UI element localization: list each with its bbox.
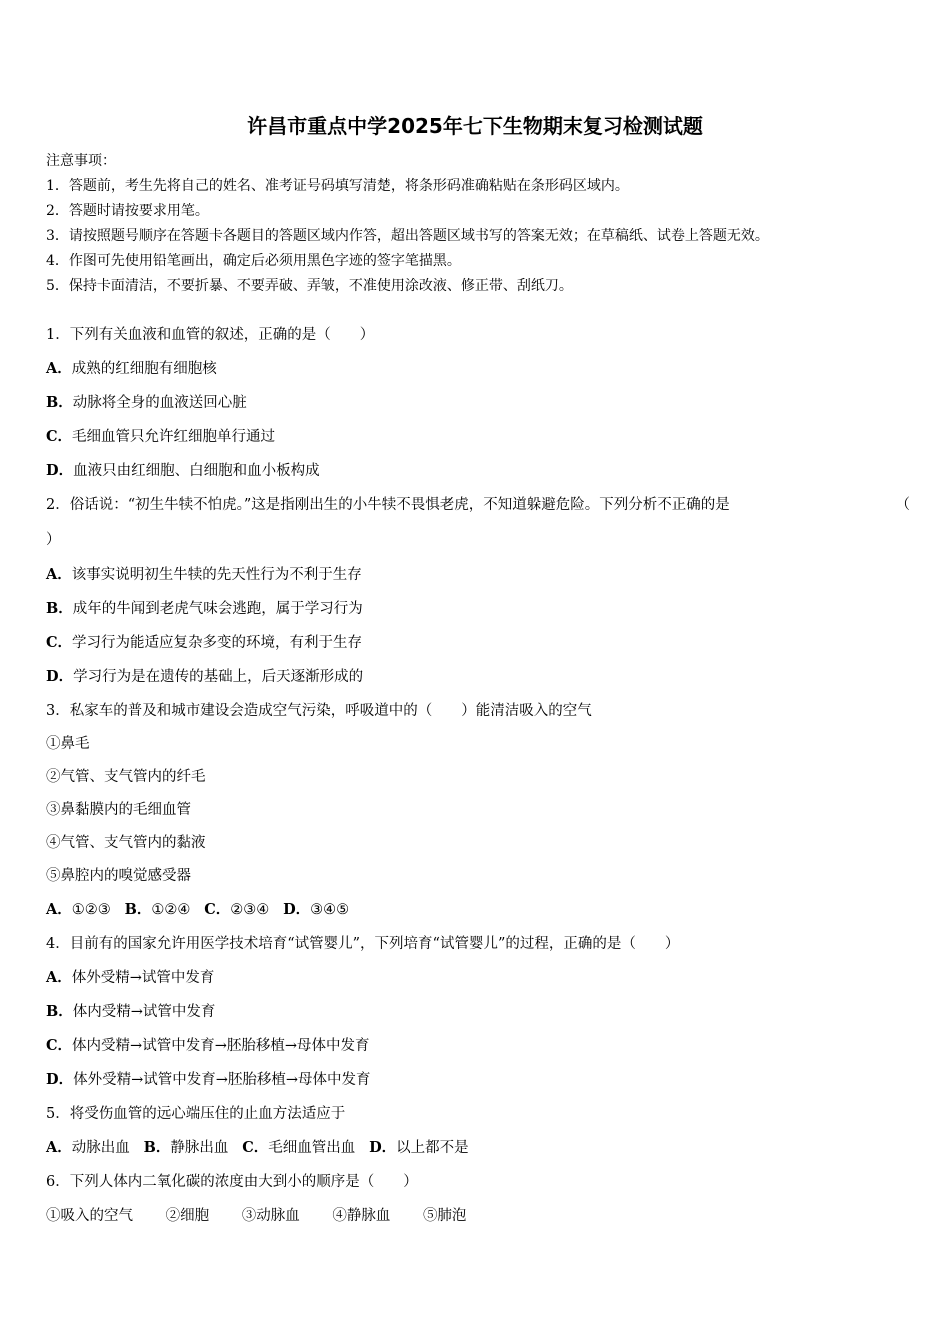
question-2-option-b (46, 592, 910, 626)
note-item: 2．答题时请按要求用笔。 (46, 203, 209, 219)
option-letter: A． (46, 1139, 72, 1156)
option-letter: A． (46, 360, 72, 377)
option-text: 成熟的红细胞有细胞核 (71, 361, 217, 377)
question-3-item: ②气管、支气管内的纤毛 (46, 769, 206, 785)
option-letter: D． (283, 901, 311, 918)
option-letter: D． (46, 668, 74, 685)
option-text: 毛细血管出血 (268, 1140, 356, 1156)
notes-heading: 注意事项： (46, 153, 116, 169)
question-6-items (46, 1199, 910, 1233)
question-1-option-c (46, 420, 910, 454)
option-letter: B． (143, 1139, 171, 1156)
question-3-stem: 3．私家车的普及和城市建设会造成空气污染，呼吸道中的（ ）能清洁吸入的空气 (46, 703, 592, 719)
option-text: 学习行为能适应复杂多变的环境，有利于生存 (72, 635, 363, 651)
question-2-option-a (46, 558, 910, 592)
questions-section (46, 318, 910, 1233)
option-letter: C． (46, 428, 73, 445)
option-text: 静脉出血 (170, 1140, 229, 1156)
option-letter: D． (46, 462, 74, 479)
option-text: 该事实说明初生牛犊的先天性行为不利于生存 (71, 567, 362, 583)
option-text: 体外受精→试管中发育 (71, 970, 215, 986)
option-text: 体外受精→试管中发育→胚胎移植→母体中发育 (73, 1072, 371, 1088)
question-4-option-b (46, 995, 910, 1029)
option-text: ③④⑤ (310, 902, 350, 918)
question-3-item: ③鼻黏膜内的毛细血管 (46, 802, 191, 818)
question-1-option-a (46, 352, 910, 386)
question-6-item: ①吸入的空气 (46, 1208, 133, 1224)
option-letter: B． (46, 600, 73, 617)
question-6-item: ②细胞 (165, 1208, 210, 1224)
note-item: 4．作图可先使用铅笔画出，确定后必须用黑色字迹的签字笔描黑。 (46, 253, 461, 269)
option-text: ①②③ (71, 902, 111, 918)
option-text: 体内受精→试管中发育 (72, 1004, 216, 1020)
question-6-item: ④静脉血 (332, 1208, 391, 1224)
question-4-option-d (46, 1063, 910, 1097)
option-text: 成年的牛闻到老虎气味会逃跑，属于学习行为 (72, 601, 363, 617)
question-1-option-d (46, 454, 910, 488)
question-6-item: ⑤肺泡 (422, 1208, 467, 1224)
option-letter: D． (46, 1071, 74, 1088)
option-letter: A． (46, 969, 72, 986)
option-text: 血液只由红细胞、白细胞和血小板构成 (73, 463, 320, 479)
question-6-item: ③动脉血 (241, 1208, 300, 1224)
note-item: 1．答题前，考生先将自己的姓名、准考证号码填写清楚，将条形码准确粘贴在条形码区域内。 (46, 178, 629, 194)
option-text: ②③④ (230, 902, 270, 918)
question-2-stem-text: 2．俗话说：“初生牛犊不怕虎。”这是指刚出生的小牛犊不畏惧老虎，不知道躲避危险。下列分析不正确的是 (46, 497, 730, 513)
option-text: 动脉出血 (71, 1140, 130, 1156)
option-letter: B． (46, 394, 73, 411)
question-3-options (46, 893, 910, 927)
question-4-stem: 4．目前有的国家允许用医学技术培育“试管婴儿”，下列培育“试管婴儿”的过程，正确的是（ ） (46, 936, 680, 952)
question-4-option-c (46, 1029, 910, 1063)
question-1-stem: 1．下列有关血液和血管的叙述，正确的是（ ） (46, 327, 375, 343)
question-5-stem: 5．将受伤血管的远心端压住的止血方法适应于 (46, 1106, 346, 1122)
option-letter: B． (46, 1003, 73, 1020)
note-item: 5．保持卡面清洁，不要折暴、不要弄破、弄皱，不准使用涂改液、修正带、刮纸刀。 (46, 278, 573, 294)
option-text: 以上都不是 (396, 1140, 469, 1156)
question-2-paren-close: ） (46, 532, 61, 548)
question-5-options (46, 1131, 910, 1165)
option-letter: B． (124, 901, 152, 918)
option-letter: C． (242, 1139, 269, 1156)
option-letter: C． (46, 1037, 73, 1054)
option-letter: A． (46, 566, 72, 583)
question-3-item: ④气管、支气管内的黏液 (46, 835, 206, 851)
question-3-item: ⑤鼻腔内的嗅觉感受器 (46, 868, 191, 884)
notes-section (46, 149, 926, 299)
option-text: 毛细血管只允许红细胞单行通过 (72, 429, 276, 445)
question-2-paren-open: （ (895, 497, 910, 513)
question-6-stem: 6．下列人体内二氧化碳的浓度由大到小的顺序是（ ） (46, 1174, 418, 1190)
option-letter: C． (204, 901, 231, 918)
option-text: 体内受精→试管中发育→胚胎移植→母体中发育 (72, 1038, 370, 1054)
question-3-item: ①鼻毛 (46, 736, 90, 752)
question-4-option-a (46, 961, 910, 995)
page-title: 许昌市重点中学2025年七下生物期末复习检测试题 (247, 114, 703, 138)
option-text: ①②④ (151, 902, 191, 918)
option-text: 动脉将全身的血液送回心脏 (72, 395, 247, 411)
option-text: 学习行为是在遗传的基础上，后天逐渐形成的 (73, 669, 364, 685)
option-letter: D． (369, 1139, 397, 1156)
question-2-stem (46, 488, 910, 522)
question-1-option-b (46, 386, 910, 420)
question-2-option-c (46, 626, 910, 660)
question-2-option-d (46, 660, 910, 694)
option-letter: A． (46, 901, 72, 918)
option-letter: C． (46, 634, 73, 651)
note-item: 3．请按照题号顺序在答题卡各题目的答题区域内作答，超出答题区域书写的答案无效；在草稿纸、试卷上答题无效。 (46, 228, 769, 244)
